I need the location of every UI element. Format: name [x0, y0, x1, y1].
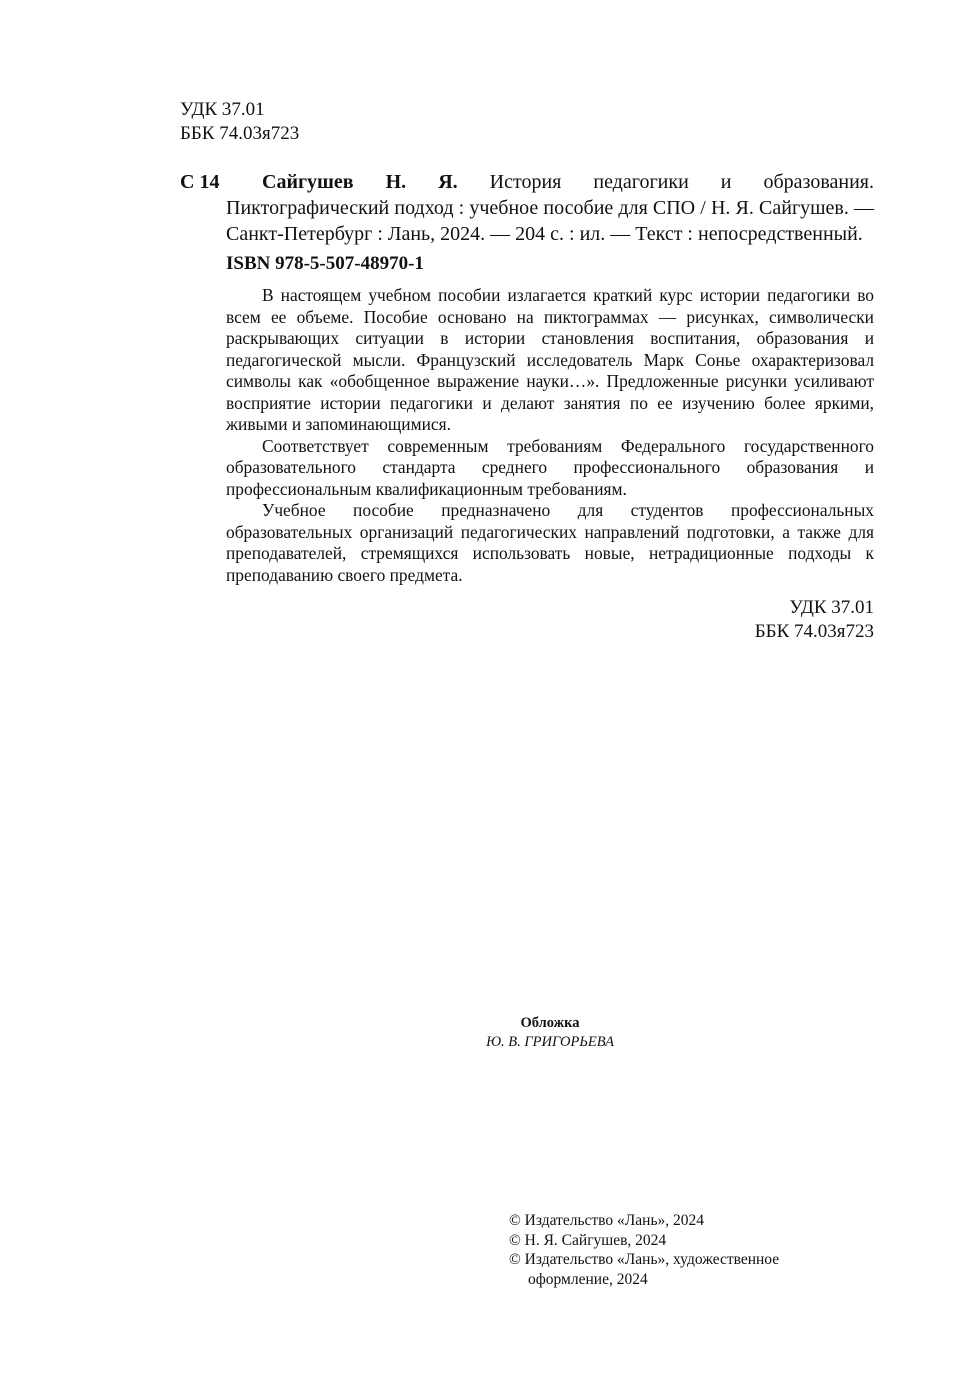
author-name: Сайгушев Н. Я. [262, 171, 458, 193]
bibliographic-description: История педагогики и образования. Пиктографический подход : учебное пособие для СПО / Н. Я. Сайгушев. — Санкт-Петербург : Лань, 2024. — 204 с. : ил. — Текст : непосредственный. [226, 171, 874, 245]
abstract-paragraph: Соответствует современным требованиям Федерального государственного образовательного стандарта среднего профессионального образования и профессиональным квалификационным требованиям. [226, 435, 874, 499]
bbk-code: ББК 74.03я723 [754, 621, 874, 642]
copyright-line-continued: оформление, 2024 [528, 1270, 648, 1288]
copyright-line: © Н. Я. Сайгушев, 2024 [509, 1231, 667, 1249]
cover-credit [400, 1014, 700, 1052]
bibliographic-record [226, 169, 874, 247]
copyright-line: © Издательство «Лань», художественное [509, 1251, 780, 1268]
abstract-paragraph: Учебное пособие предназначено для студентов профессиональных образовательных организаций педагогических направлений подготовки, а также для преподавателей, стремящихся использовать новые, нетрадиционные подходы к преподаванию своего предмета. [226, 500, 874, 585]
abstract [226, 285, 874, 586]
classification-bottom [755, 596, 874, 644]
cover-label: Обложка [520, 1015, 580, 1031]
cover-designer: Ю. В. ГРИГОРЬЕВА [486, 1034, 614, 1050]
copyright-line: © Издательство «Лань», 2024 [509, 1212, 705, 1229]
bbk-code: ББК 74.03я723 [180, 123, 300, 144]
copyright-block [509, 1211, 779, 1289]
abstract-paragraph: В настоящем учебном пособии излагается краткий курс истории педагогики во всем ее объеме. Пособие основано на пиктограммах — рисунках, символически раскрывающих ситуации в истории становления воспитания, образования и педагогической мысли. Французский исследователь Марк Сонье охарактеризовал символы как «обобщенное выражение науки…». Предложенные рисунки усиливают восприятие истории педагогики и делают занятия по ее изучению более яркими, живыми и запоминающимися. [226, 285, 874, 434]
classification-top [180, 98, 299, 146]
udk-code: УДК 37.01 [180, 99, 265, 120]
isbn: ISBN 978-5-507-48970-1 [226, 253, 424, 274]
udk-code: УДК 37.01 [789, 597, 874, 618]
author-code: С 14 [180, 171, 220, 193]
